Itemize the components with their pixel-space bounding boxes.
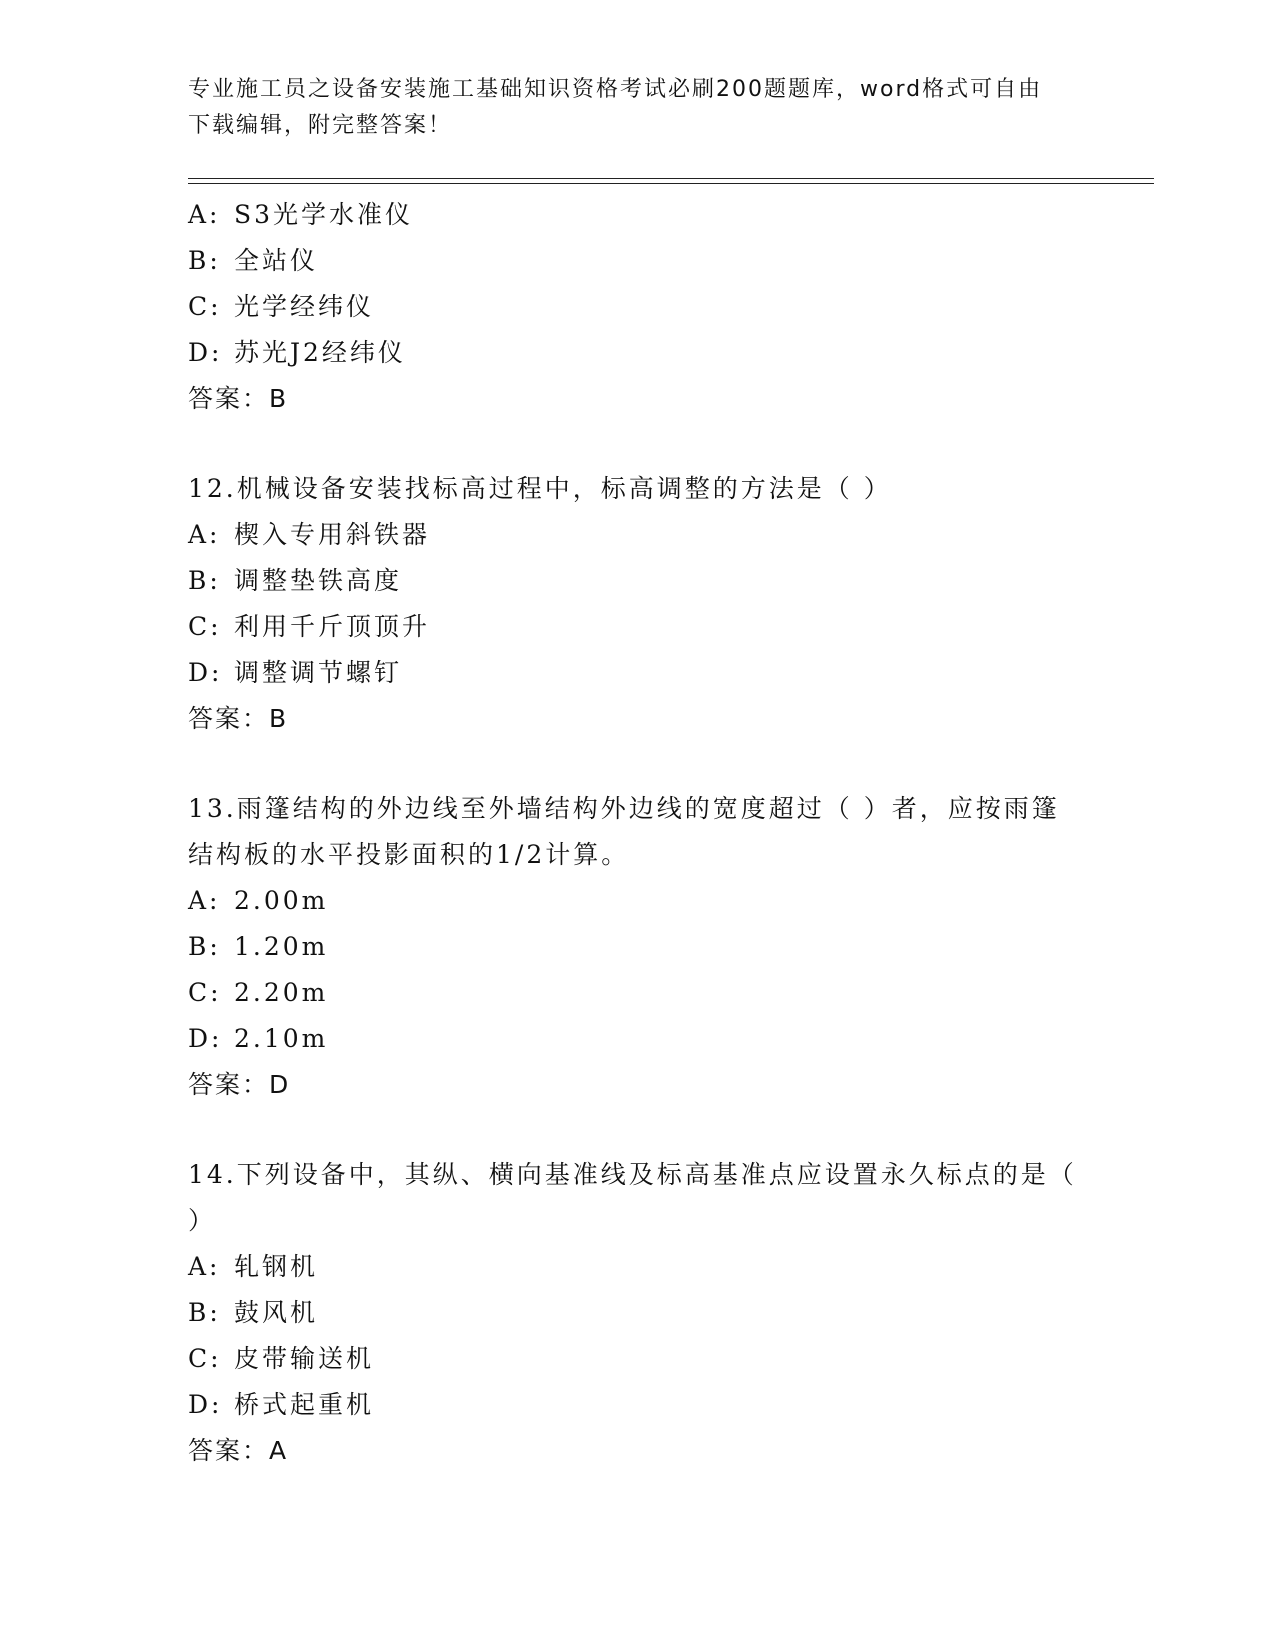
option-text: 皮带输送机: [234, 1344, 375, 1373]
option-b: [188, 924, 1088, 970]
question-block: [188, 466, 1088, 742]
option-text: 调整调节螺钉: [234, 658, 403, 687]
option-label: D:: [188, 338, 223, 367]
option-a: [188, 192, 1088, 238]
option-label: D:: [188, 1024, 223, 1053]
option-d: [188, 650, 1088, 696]
header-line-2: 下载编辑，附完整答案！: [188, 113, 453, 138]
question-text: 12.机械设备安装找标高过程中，标高调整的方法是（ ）: [188, 474, 892, 503]
option-text: 鼓风机: [234, 1298, 319, 1327]
option-label: B:: [188, 932, 221, 961]
answer-text: 答案：B: [188, 704, 289, 733]
option-text: 1.20m: [234, 932, 329, 961]
option-d: [188, 330, 1088, 376]
option-text: 苏光J2经纬仪: [234, 338, 406, 367]
option-d: [188, 1016, 1088, 1062]
option-a: [188, 512, 1088, 558]
question-text: 14.下列设备中，其纵、横向基准线及标高基准点应设置永久标点的是（ ）: [188, 1160, 1077, 1235]
question-block: [188, 1152, 1088, 1474]
option-label: C:: [188, 612, 222, 641]
option-text: 桥式起重机: [234, 1390, 375, 1419]
option-label: D:: [188, 1390, 223, 1419]
option-a: [188, 1244, 1088, 1290]
option-label: C:: [188, 978, 222, 1007]
option-d: [188, 1382, 1088, 1428]
option-label: A:: [188, 520, 221, 549]
option-c: [188, 604, 1088, 650]
question-block: [188, 192, 1088, 422]
option-label: A:: [188, 200, 221, 229]
question-list: [188, 192, 1088, 1474]
header-divider-bottom: [188, 183, 1154, 184]
header-divider-top: [188, 178, 1154, 179]
option-text: 调整垫铁高度: [234, 566, 403, 595]
option-label: B:: [188, 566, 221, 595]
option-label: D:: [188, 658, 223, 687]
option-label: C:: [188, 1344, 222, 1373]
option-label: A:: [188, 1252, 221, 1281]
answer-text: 答案：B: [188, 384, 289, 413]
option-c: [188, 1336, 1088, 1382]
option-c: [188, 284, 1088, 330]
option-b: [188, 1290, 1088, 1336]
question-text: 13.雨篷结构的外边线至外墙结构外边线的宽度超过（ ）者，应按雨篷结构板的水平投影面积的1/2计算。: [188, 794, 1060, 869]
option-text: 全站仪: [234, 246, 319, 275]
header-line-1: 专业施工员之设备安装施工基础知识资格考试必刷200题题库，word格式可自由: [188, 77, 1043, 102]
option-label: B:: [188, 1298, 221, 1327]
option-text: 轧钢机: [234, 1252, 319, 1281]
answer-text: 答案：D: [188, 1070, 291, 1099]
option-a: [188, 878, 1088, 924]
question-block: [188, 786, 1088, 1108]
option-b: [188, 238, 1088, 284]
option-label: C:: [188, 292, 222, 321]
answer-text: 答案：A: [188, 1436, 289, 1465]
option-text: 楔入专用斜铁器: [234, 520, 431, 549]
option-text: 2.00m: [234, 886, 329, 915]
option-text: 利用千斤顶顶升: [234, 612, 431, 641]
option-text: 光学经纬仪: [234, 292, 375, 321]
option-text: S3光学水准仪: [234, 200, 414, 229]
option-label: B:: [188, 246, 221, 275]
option-text: 2.10m: [234, 1024, 329, 1053]
option-text: 2.20m: [234, 978, 329, 1007]
option-label: A:: [188, 886, 221, 915]
option-c: [188, 970, 1088, 1016]
document-header: [188, 72, 1068, 144]
option-b: [188, 558, 1088, 604]
